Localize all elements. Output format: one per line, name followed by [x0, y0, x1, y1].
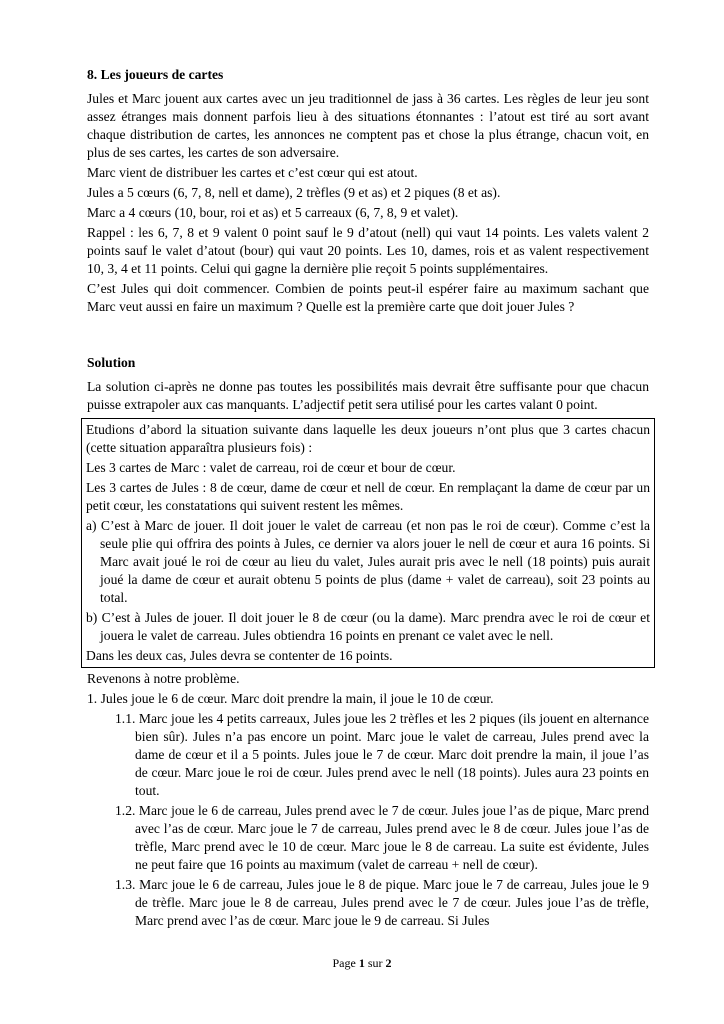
- box-case-a: a) C’est à Marc de jouer. Il doit jouer le valet de carreau (et non pas le roi de cœur). Comme c’est la seule plie qui offrira des points à Jules, ce dernier va alors jouer le nell de cœur et aura 16 points. Si Marc avait joué le roi de cœur au lieu du valet, Jules aurait pris avec le nell (18 points) puis aurait joué la dame de cœur et aurait obtenu 5 points de plus (dame + valet de carreau), soit 23 points au total.: [86, 518, 650, 605]
- box-paragraph: Les 3 cartes de Marc : valet de carreau, roi de cœur et bour de cœur.: [86, 460, 456, 475]
- step-1-1: 1.1. Marc joue les 4 petits carreaux, Jules joue les 2 trèfles et les 2 piques (ils jouent en alternance bien sûr). Jules n’a pas encore un point. Marc joue le valet de carreau, Jules prend avec la dame de cœur et il a 5 points. Jules joue le 7 de cœur. Marc doit prendre la main, il joue l’as de cœur. Marc joue le roi de cœur. Jules prend avec le nell (18 points). Jules aura 23 points en tout.: [115, 711, 649, 798]
- box-case-b: b) C’est à Jules de jouer. Il doit jouer le 8 de cœur (ou la dame). Marc prendra avec le roi de cœur et jouera le valet de carreau. Jules obtiendra 16 points en prenant ce valet avec le nell.: [86, 610, 650, 643]
- document-page: [87, 66, 649, 932]
- problem-paragraph: Marc vient de distribuer les cartes et c’est cœur qui est atout.: [87, 165, 418, 180]
- footer-middle: sur: [364, 956, 386, 970]
- section-spacer: [87, 318, 649, 354]
- footer-prefix: Page: [332, 956, 359, 970]
- step-1: 1. Jules joue le 6 de cœur. Marc doit prendre la main, il joue le 10 de cœur.: [87, 691, 494, 706]
- problem-paragraph: Marc a 4 cœurs (10, bour, roi et as) et 5 carreaux (6, 7, 8, 9 et valet).: [87, 205, 459, 220]
- back-line: Revenons à notre problème.: [87, 671, 240, 686]
- box-paragraph: Les 3 cartes de Jules : 8 de cœur, dame de cœur et nell de cœur. En remplaçant la dame de cœur par un petit cœur, les constatations qui suivent restent les mêmes.: [86, 480, 650, 513]
- step-1-2: 1.2. Marc joue le 6 de carreau, Jules prend avec le 7 de cœur. Jules joue l’as de pique, Marc prend avec l’as de cœur. Marc joue le 7 de carreau, Jules prend avec le 8 de cœur. Jules joue l’as de trèfle, Marc prend avec le 10 de cœur. Marc joue le 8 de carreau. La suite est évidente, Jules ne peut faire que 16 points au maximum (valet de carreau + nell de cœur).: [115, 803, 649, 872]
- framed-box: [81, 418, 655, 668]
- problem-paragraph: C’est Jules qui doit commencer. Combien de points peut-il espérer faire au maximum sachant que Marc veut aussi en faire un maximum ? Quelle est la première carte que doit jouer Jules ?: [87, 281, 649, 314]
- solution-title: Solution: [87, 355, 136, 370]
- box-conclusion: Dans les deux cas, Jules devra se contenter de 16 points.: [86, 648, 393, 663]
- solution-intro: La solution ci-après ne donne pas toutes les possibilités mais devrait être suffisante pour que chacun puisse extrapoler aux cas manquants. L’adjectif petit sera utilisé pour les cartes valant 0 point.: [87, 379, 649, 412]
- problem-paragraph: Jules a 5 cœurs (6, 7, 8, nell et dame), 2 trèfles (9 et as) et 2 piques (8 et as).: [87, 185, 501, 200]
- problem-title: 8. Les joueurs de cartes: [87, 67, 224, 82]
- footer-total-pages: 2: [385, 956, 392, 970]
- problem-paragraph: Rappel : les 6, 7, 8 et 9 valent 0 point sauf le 9 d’atout (nell) qui vaut 14 points. Les valets valent 2 points sauf le valet d’atout (bour) qui vaut 20 points. Les 10, dames, rois et as valent respectivement 10, 3, 4 et 11 points. Celui qui gagne la dernière plie reçoit 5 points supplémentaires.: [87, 225, 649, 276]
- page-footer: [0, 956, 724, 971]
- footer-current-page: 1: [358, 956, 365, 970]
- problem-paragraph: Jules et Marc jouent aux cartes avec un jeu traditionnel de jass à 36 cartes. Les règles de leur jeu sont assez étranges mais donnent parfois lieu à des situations étonnantes : l’atout est tiré au sort avant chaque distribution de cartes, les annonces ne comptent pas et chose la plus étrange, chacun voit, en plus de ses cartes, les cartes de son adversaire.: [87, 91, 649, 160]
- step-1-3: 1.3. Marc joue le 6 de carreau, Jules joue le 8 de pique. Marc joue le 7 de carreau, Jules joue le 9 de trèfle. Marc joue le 8 de carreau, Jules prend avec le 7 de cœur. Jules joue l’as de trèfle, Marc prend avec l’as de cœur. Marc joue le 9 de carreau. Si Jules: [115, 877, 649, 928]
- box-paragraph: Etudions d’abord la situation suivante dans laquelle les deux joueurs n’ont plus que 3 cartes chacun (cette situation apparaîtra plusieurs fois) :: [86, 422, 650, 455]
